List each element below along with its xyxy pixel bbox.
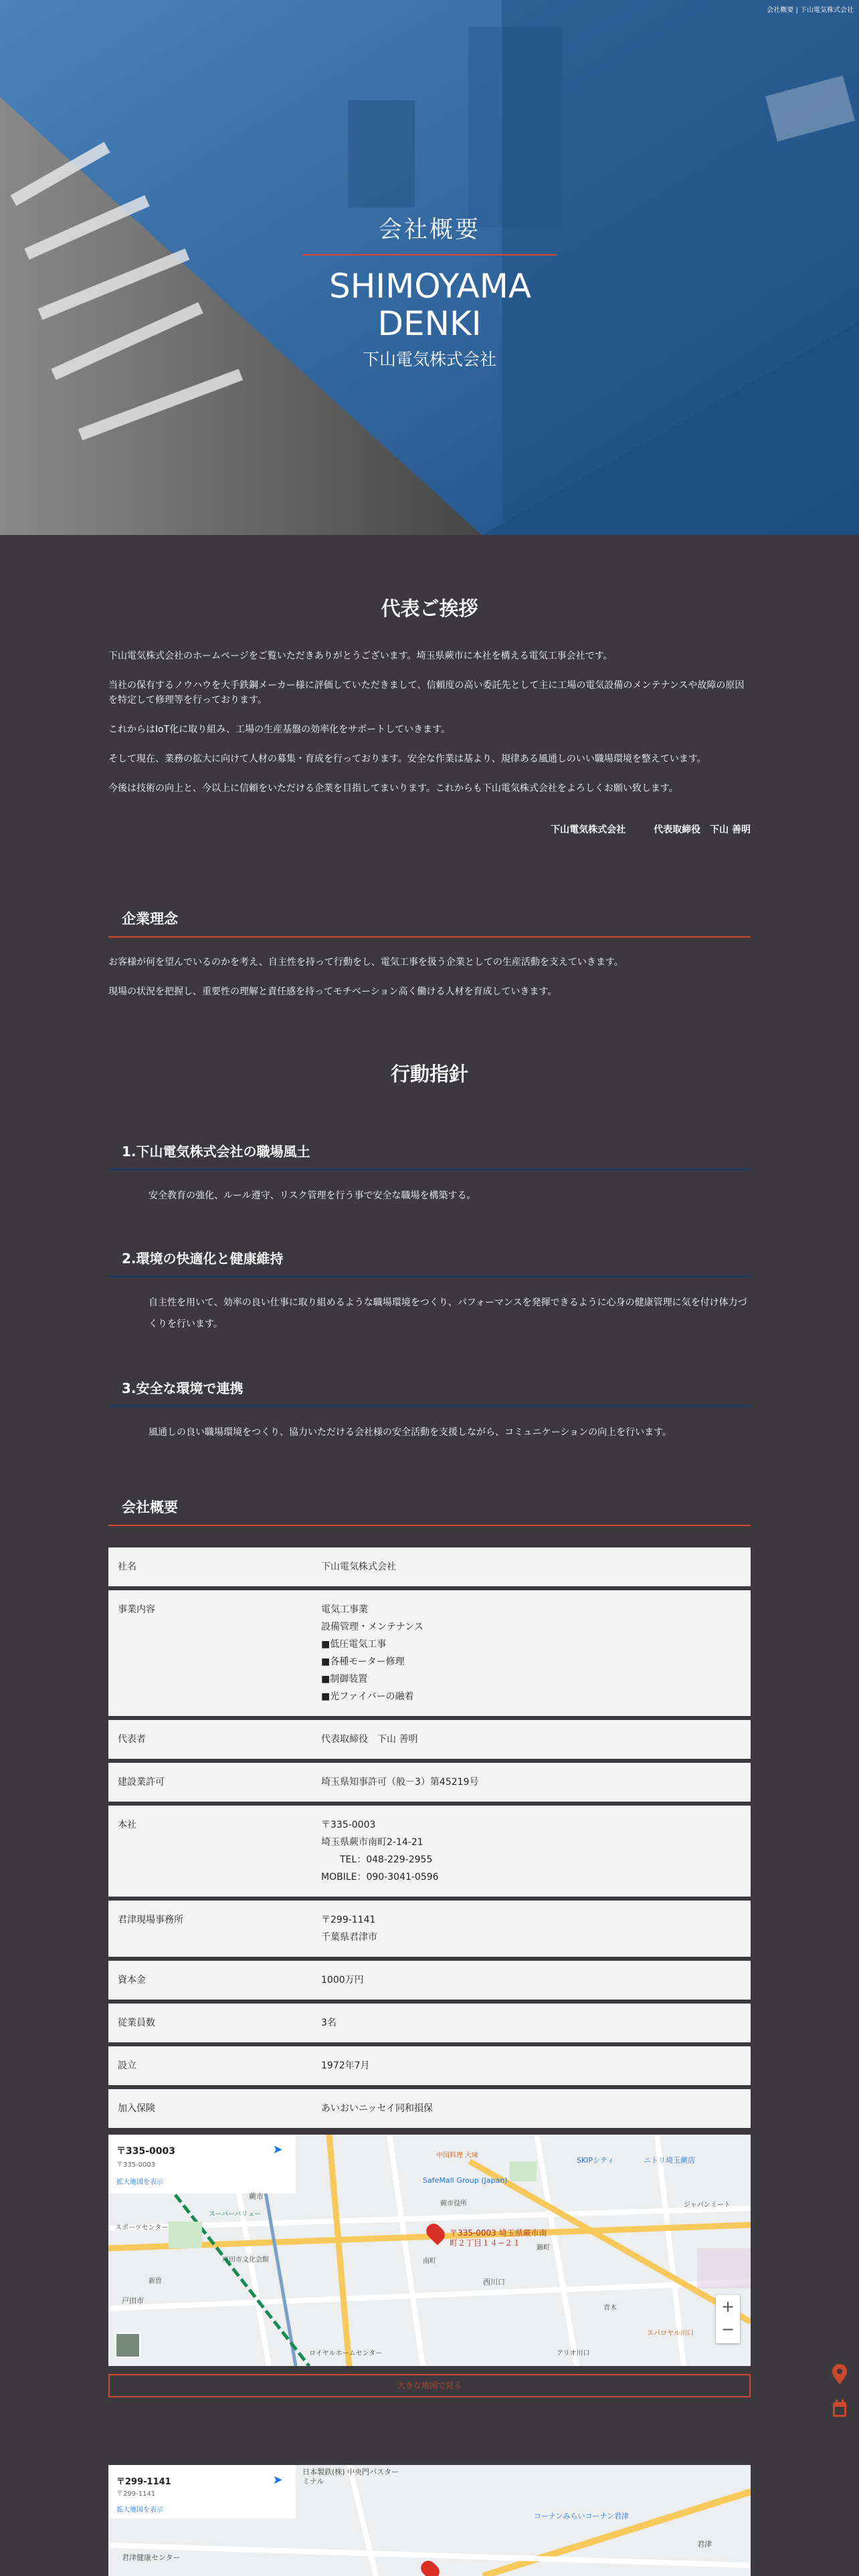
map-pin-icon[interactable]	[831, 2363, 848, 2385]
greeting-paragraph: 今後は技術の向上と、今以上に信頼をいただける企業を目指してまいります。これからも下山電気株式会社をよろしくお願い致します。	[108, 783, 678, 794]
profile-value-line: 〒335-0003	[321, 1820, 376, 1830]
satellite-toggle[interactable]	[115, 2333, 140, 2358]
map-enlarge-link[interactable]: 拡大地図を表示	[116, 2506, 163, 2514]
profile-value-line: MOBILE：090-3041-0596	[321, 1872, 439, 1883]
greeting-body	[108, 649, 751, 852]
profile-key: 君津現場事務所	[118, 1915, 183, 1925]
profile-row	[108, 1961, 751, 2000]
map-label: ニトリ埼玉蕨店	[644, 2156, 695, 2165]
map-zoom-controls[interactable]	[716, 2295, 740, 2343]
profile-row	[108, 1547, 751, 1586]
profile-value-line: 埼玉県蕨市南町2-14-21	[321, 1837, 423, 1848]
profile-table	[108, 1547, 751, 2132]
map-label: 君津	[697, 2540, 712, 2549]
policy-heading: 3.安全な環境で連携	[122, 1380, 244, 1396]
profile-value-line: 〒299-1141	[321, 1915, 376, 1925]
map-label: コーナンみらいコーナン君津	[534, 2512, 629, 2520]
map-card-title: 〒335-0003	[116, 2146, 175, 2157]
map-label: 蕨市役所	[440, 2200, 467, 2208]
map-enlarge-link[interactable]: 拡大地図を表示	[116, 2179, 163, 2186]
profile-row	[108, 1590, 751, 1716]
profile-row	[108, 2089, 751, 2128]
map-label: 錦町	[537, 2244, 550, 2252]
zoom-in-icon[interactable]: +	[721, 2297, 735, 2316]
profile-row	[108, 1901, 751, 1957]
profile-key: 資本金	[118, 1975, 146, 1985]
map-label: 戸田市文化会館	[222, 2256, 269, 2264]
map-label: 西川口	[483, 2278, 505, 2286]
philosophy-paragraph: 現場の状況を把握し、重要性の理解と責任感を持ってモチベーション高く働ける人材を育成していきます。	[108, 986, 557, 997]
profile-key: 代表者	[118, 1734, 146, 1745]
map-card-subtitle: 〒335-0003	[116, 2161, 156, 2169]
policy-item-3	[108, 1378, 751, 1443]
map-label: ロイヤルホームセンター	[309, 2350, 383, 2357]
greeting-paragraph: 当社の保有するノウハウを大手鉄鋼メーカー様に評価していただきまして、信頼度の高い委託先として主に工場の電気設備のメンテナンスや故障の原因を特定して修理等を行っております。	[108, 680, 745, 706]
profile-value	[321, 2004, 751, 2042]
hero-title-en-2: DENKI	[377, 304, 482, 343]
profile-key: 設立	[118, 2060, 136, 2071]
profile-row	[108, 1763, 751, 1802]
greeting-paragraph: そして現在、業務の拡大に向けて人材の募集・育成を行っております。安全な作業は基より、規律ある風通しのいい職場環境を整えています。	[108, 754, 706, 764]
philosophy-section	[108, 908, 751, 1014]
profile-value-line: 代表取締役 下山 善明	[321, 1734, 418, 1745]
profile-section	[108, 1497, 751, 1526]
hero-divider	[302, 254, 557, 255]
map-label: 日本製鉄(株) 中央門バスターミナル	[302, 2468, 399, 2486]
profile-value-line: ■光ファイバーの融着	[321, 1691, 414, 1702]
map-label: 蕨市	[249, 2192, 264, 2201]
policy-rule	[108, 1275, 751, 1277]
philosophy-heading: 企業理念	[122, 911, 178, 927]
policy-item-1	[108, 1141, 751, 1206]
profile-value	[321, 1590, 751, 1716]
profile-value-line: TEL：048-229-2955	[321, 1854, 433, 1865]
map-label: 戸田市	[122, 2296, 144, 2305]
profile-rule	[108, 1525, 751, 1526]
profile-value	[321, 1720, 751, 1759]
profile-key: 建設業許可	[118, 1777, 165, 1788]
map-label: ジャパンミート	[684, 2202, 731, 2209]
breadcrumb[interactable]: 会社概要 | 下山電気株式会社	[767, 7, 854, 14]
philosophy-paragraph: お客様が何を望んでいるのかを考え、自主性を持って行動をし、電気工事を扱う企業としての生産活動を支えていきます。	[108, 957, 624, 968]
hero-subtitle: 下山電気株式会社	[362, 350, 496, 369]
map-canvas[interactable]	[108, 2465, 751, 2576]
profile-value-line: ■低圧電気工事	[321, 1639, 387, 1650]
map-label: SKIPシティ	[577, 2156, 615, 2165]
profile-value	[321, 2046, 751, 2085]
policy-rule	[108, 1405, 751, 1407]
profile-row	[108, 1720, 751, 1759]
policy-text: 風通しの良い職場環境をつくり、協力いただける会社様の安全活動を支援しながら、コミュニケーションの向上を行います。	[149, 1427, 672, 1438]
profile-value-line: 1972年7月	[321, 2060, 370, 2071]
profile-key: 従業員数	[118, 2018, 155, 2028]
map-card-subtitle: 〒299-1141	[116, 2490, 156, 2498]
policy-title: 行動指針	[390, 1063, 468, 1085]
profile-value-line: 千葉県君津市	[321, 1932, 377, 1943]
greeting-paragraph: 下山電気株式会社のホームページをご覧いただきありがとうございます。埼玉県蕨市に本社を構える電気工事会社です。	[108, 651, 613, 661]
policy-item-2	[108, 1248, 751, 1335]
map-label: スポーツセンター	[115, 2224, 169, 2232]
profile-key: 社名	[118, 1562, 136, 1572]
hero-title-block	[329, 211, 530, 370]
profile-value-line: 1000万円	[321, 1975, 364, 1985]
large-map-button[interactable]: 大きな地図で見る	[108, 2374, 751, 2397]
policy-text: 自主性を用いて、効率の良い仕事に取り組めるような職場環境をつくり、パフォーマンスを発揮できるように心身の健康管理に気を付け体力づくりを行います。	[149, 1297, 747, 1329]
directions-icon[interactable]: ➤	[272, 2473, 283, 2487]
policy-text: 安全教育の強化、ルール遵守、リスク管理を行う事で安全な職場を構築する。	[149, 1190, 476, 1201]
profile-value	[321, 1901, 751, 1957]
profile-value	[321, 1961, 751, 2000]
hero-title-jp: 会社概要	[378, 217, 480, 243]
map-card-title: 〒299-1141	[116, 2477, 171, 2487]
zoom-out-icon[interactable]: −	[721, 2320, 735, 2339]
greeting-paragraph: これからはIoT化に取り組み、工場の生産基盤の効率化をサポートしていきます。	[108, 724, 450, 735]
philosophy-rule	[108, 936, 751, 938]
map-label: アリオ川口	[557, 2350, 590, 2357]
profile-value-line: あいおいニッセイ同和損保	[321, 2103, 434, 2114]
calendar-icon[interactable]	[831, 2398, 848, 2420]
profile-value	[321, 1547, 751, 1586]
map-embed-kimitsu[interactable]	[108, 2465, 751, 2576]
profile-value-line: ■各種モーター修理	[321, 1656, 405, 1667]
directions-icon[interactable]: ➤	[272, 2143, 283, 2157]
hero	[0, 0, 859, 535]
profile-key: 加入保険	[118, 2103, 155, 2114]
profile-value-line: 3名	[321, 2018, 337, 2028]
map-label: 中国料理 大味	[436, 2152, 479, 2159]
map-label: 君津健康センター	[122, 2553, 181, 2562]
profile-value	[321, 2089, 751, 2128]
profile-row	[108, 1806, 751, 1897]
map-marker-label: 〒335-0003 埼玉県蕨市南町２丁目１４−２１	[450, 2228, 547, 2248]
map-label: 青木	[603, 2304, 617, 2312]
profile-value	[321, 1806, 751, 1897]
profile-value-line: ■制御装置	[321, 1674, 368, 1685]
profile-heading: 会社概要	[122, 1499, 178, 1515]
policy-heading: 1.下山電気株式会社の職場風土	[122, 1144, 310, 1160]
profile-value-line: 下山電気株式会社	[321, 1562, 396, 1572]
map-label: 南町	[423, 2258, 436, 2265]
hero-title-en-1: SHIMOYAMA	[329, 267, 532, 306]
profile-key: 事業内容	[118, 1604, 155, 1615]
map-label: 新曽	[149, 2278, 162, 2285]
profile-value-line: 埼玉県知事許可（般－3）第45219号	[321, 1777, 479, 1788]
profile-key: 本社	[118, 1820, 136, 1830]
profile-value-line: 設備管理・メンテナンス	[321, 1622, 423, 1632]
map-embed-honsha[interactable]	[108, 2135, 751, 2366]
map-label: スパロヤル川口	[647, 2330, 694, 2337]
greeting-title: 代表ご挨拶	[381, 597, 478, 620]
profile-value-line: 電気工事業	[321, 1604, 368, 1615]
profile-row	[108, 2046, 751, 2085]
policy-heading: 2.環境の快適化と健康維持	[122, 1251, 284, 1267]
profile-row	[108, 2004, 751, 2042]
profile-value	[321, 1763, 751, 1802]
greeting-signature: 下山電気株式会社 代表取締役 下山 善明	[551, 825, 751, 835]
policy-rule	[108, 1168, 751, 1170]
map-label: SafeMall Group (Japan)	[423, 2176, 508, 2185]
map-label: スーパーバリュー	[209, 2211, 262, 2218]
